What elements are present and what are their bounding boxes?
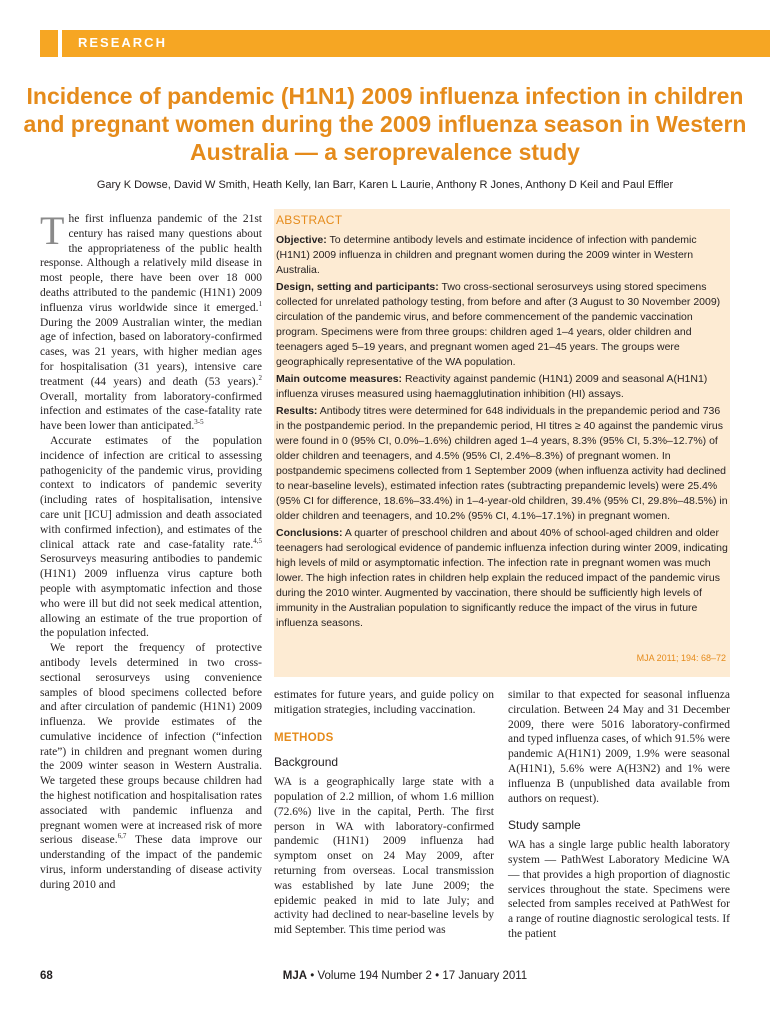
abstract-outcome: Main outcome measures: Reactivity against pandemic (H1N1) 2009 and seasonal A(H1N1) influenza viruses measured using haemagglutination inhibition (HI) assays.	[276, 373, 708, 400]
reference-marker: 1	[258, 299, 262, 308]
intro-column	[40, 208, 262, 893]
citation: MJA 2011; 194: 68–72	[636, 653, 726, 663]
abstract-objective: Objective: To determine antibody levels and estimate incidence of infection with pandemic (H1N1) 2009 influenza in children and pregnant women during the 2009 winter in Western Australia.	[276, 234, 697, 276]
right-paragraph-1: similar to that expected for seasonal influenza circulation. Between 24 May and 31 December 2009, there were 5016 laboratory-confirmed and typed influenza cases, of which 91.5% were pandemic A(H1N1) 2009, 1.9% were seasonal A(H1N1), 5.6% were A(H3N2) and 1% were influenza B (unpublished data available from authors on request).	[508, 689, 730, 805]
abstract-heading: ABSTRACT	[276, 213, 343, 227]
right-paragraph-2: WA has a single large public health laboratory system — PathWest Laboratory Medicine WA — that provides a high proportion of diagnostic services throughout the state. Specimens were selected from samples received at PathWest for a range of routine diagnostic serological tests. If the patient	[508, 839, 730, 940]
journal-line: MJA • Volume 194 Number 2 • 17 January 2011	[282, 970, 528, 982]
middle-column	[274, 688, 494, 938]
author-list: Gary K Dowse, David W Smith, Heath Kelly, Ian Barr, Karen L Laurie, Anthony R Jones, Anthony D Keil and Paul Effler	[96, 179, 674, 191]
reference-marker: 6,7	[117, 832, 127, 841]
reference-marker: 3-5	[194, 418, 204, 427]
section-label: RESEARCH	[78, 35, 167, 50]
article-title: Incidence of pandemic (H1N1) 2009 influenza infection in children and pregnant women during the 2009 influenza season in Western Australia — a seroprevalence study	[23, 83, 747, 165]
abstract-design: Design, setting and participants: Two cross-sectional serosurveys using stored specimens collected for unrelated pathology testing, from before and after (3 August to 30 November 2009) circulation of the pandemic virus, and before commencement of the pandemic vaccination program. Specimens were from three groups: children aged 1–4 years, older children and teenagers aged 5–19 years, and pregnant women aged 21–45 years. The groups were geographically representative of the WA population.	[276, 281, 721, 368]
right-column	[508, 688, 730, 942]
mid-paragraph-1: estimates for future years, and guide policy on mitigation strategies, including vaccination.	[274, 689, 494, 716]
methods-heading: METHODS	[274, 731, 334, 744]
abstract-conclusions: Conclusions: A quarter of preschool children and about 40% of school-aged children and older teenagers had serological evidence of pandemic influenza infection during winter 2009, indicating high levels of mild or asymptomatic infection. The infection rate in pregnant women was much lower. The high infection rates in children help explain the reduced impact of the pandemic virus during the 2010 winter. Augmented by vaccination, there should be sufficiently high levels of immunity in the Australian population to significantly reduce the impact of the virus in future influenza seasons.	[276, 527, 728, 629]
mid-paragraph-2: WA is a geographically large state with a population of 2.2 million, of whom 1.6 million (72.6%) live in the capital, Perth. The first person in WA with laboratory-confirmed pandemic (H1N1) 2009 influenza had symptom onset on 24 May 2009, after returning from overseas. Local transmission was established by late June 2009; the epidemic peaked in mid to late July; and activity had declined to near-baseline levels by mid September. This time period was	[274, 776, 494, 937]
page-number: 68	[40, 970, 53, 982]
intro-paragraph-3: We report the frequency of protective antibody levels determined in two cross-sectional serosurveys using convenience samples of blood specimens collected before and after circulation of pandemic (H1N1) 2009 influenza. We provide estimates of the cumulative incidence of infection (“infection rate”) in children and pregnant women during the 2009 winter season in Western Australia. We targeted these groups because children had the highest notification and hospitalisation rates associated with pandemic influenza and pregnant women were at increased risk of more serious disease.$^{6,7}$ These data improve our understanding of the impact of the pandemic virus, inform understanding of disease activity during 2010 and	[40, 642, 262, 891]
journal-date: 17 January 2011	[442, 970, 528, 982]
study-sample-heading: Study sample	[508, 818, 581, 833]
journal-issue: Volume 194 Number 2	[317, 970, 432, 982]
drop-cap: T	[40, 208, 65, 253]
background-heading: Background	[274, 755, 339, 770]
intro-paragraph-2: Accurate estimates of the population incidence of infection are critical to assessing pathogenicity of the pandemic virus, providing context to indicators of pandemic severity (including rates of hospitalisation, intensive care unit [ICU] admission and death associated with confirmed infection), and estimates of the clinical attack rate and case-fatality rate.$^{4,5}$ Serosurveys measuring antibodies to pandemic (H1N1) 2009 influenza virus capture both people with asymptomatic infection and those who were ill but did not seek medical attention, allowing an estimate of the true proportion of the population infected.	[40, 434, 262, 640]
reference-marker: 2	[258, 373, 262, 382]
journal-name: MJA	[282, 970, 308, 982]
intro-paragraph-1: The first influenza pandemic of the 21st century has raised many questions about the appropriateness of the public health response. Although a relatively mild disease in most people, there have been over 18 000 deaths attributed to the pandemic (H1N1) 2009 influenza virus worldwide since it emerged.$^1$ During the 2009 Australian winter, the median age of infection, based on laboratory-confirmed cases, was 21 years, with higher median ages for hospitalisation (31 years), intensive care treatment (44 years) and death (53 years).$^2$ Overall, mortality from laboratory-confirmed infection and estimates of the case-fatality rate have been lower than anticipated.$^{3-5}$	[40, 208, 262, 433]
banner-divider	[58, 30, 62, 57]
abstract-results: Results: Antibody titres were determined for 648 individuals in the prepandemic period and 736 in the postpandemic period. In the prepandemic period, HI titres ≥ 40 against the pandemic virus were found in 0 (95% CI, 0.0%–1.6%) children aged 1–4 years, 8.3% (95% CI, 5.3%–12.7%) of older children and teenagers, and 4.5% (95% CI, 2.4%–8.3%) of pregnant women. In postpandemic specimens collected from 1 September 2009 (when influenza activity had declined to near-baseline levels), estimated infection rates (subtracting prepandemic levels) were 25.4% (95% CI for difference, 18.6%–33.4%) in 1–4-year-old children, 39.4% (95% CI, 29.8%–48.5%) in older children and teenagers, and 10.2% (95% CI, 4.1%–17.1%) in pregnant women.	[276, 405, 728, 522]
reference-marker: 4,5	[253, 536, 262, 545]
abstract-box	[274, 209, 730, 677]
